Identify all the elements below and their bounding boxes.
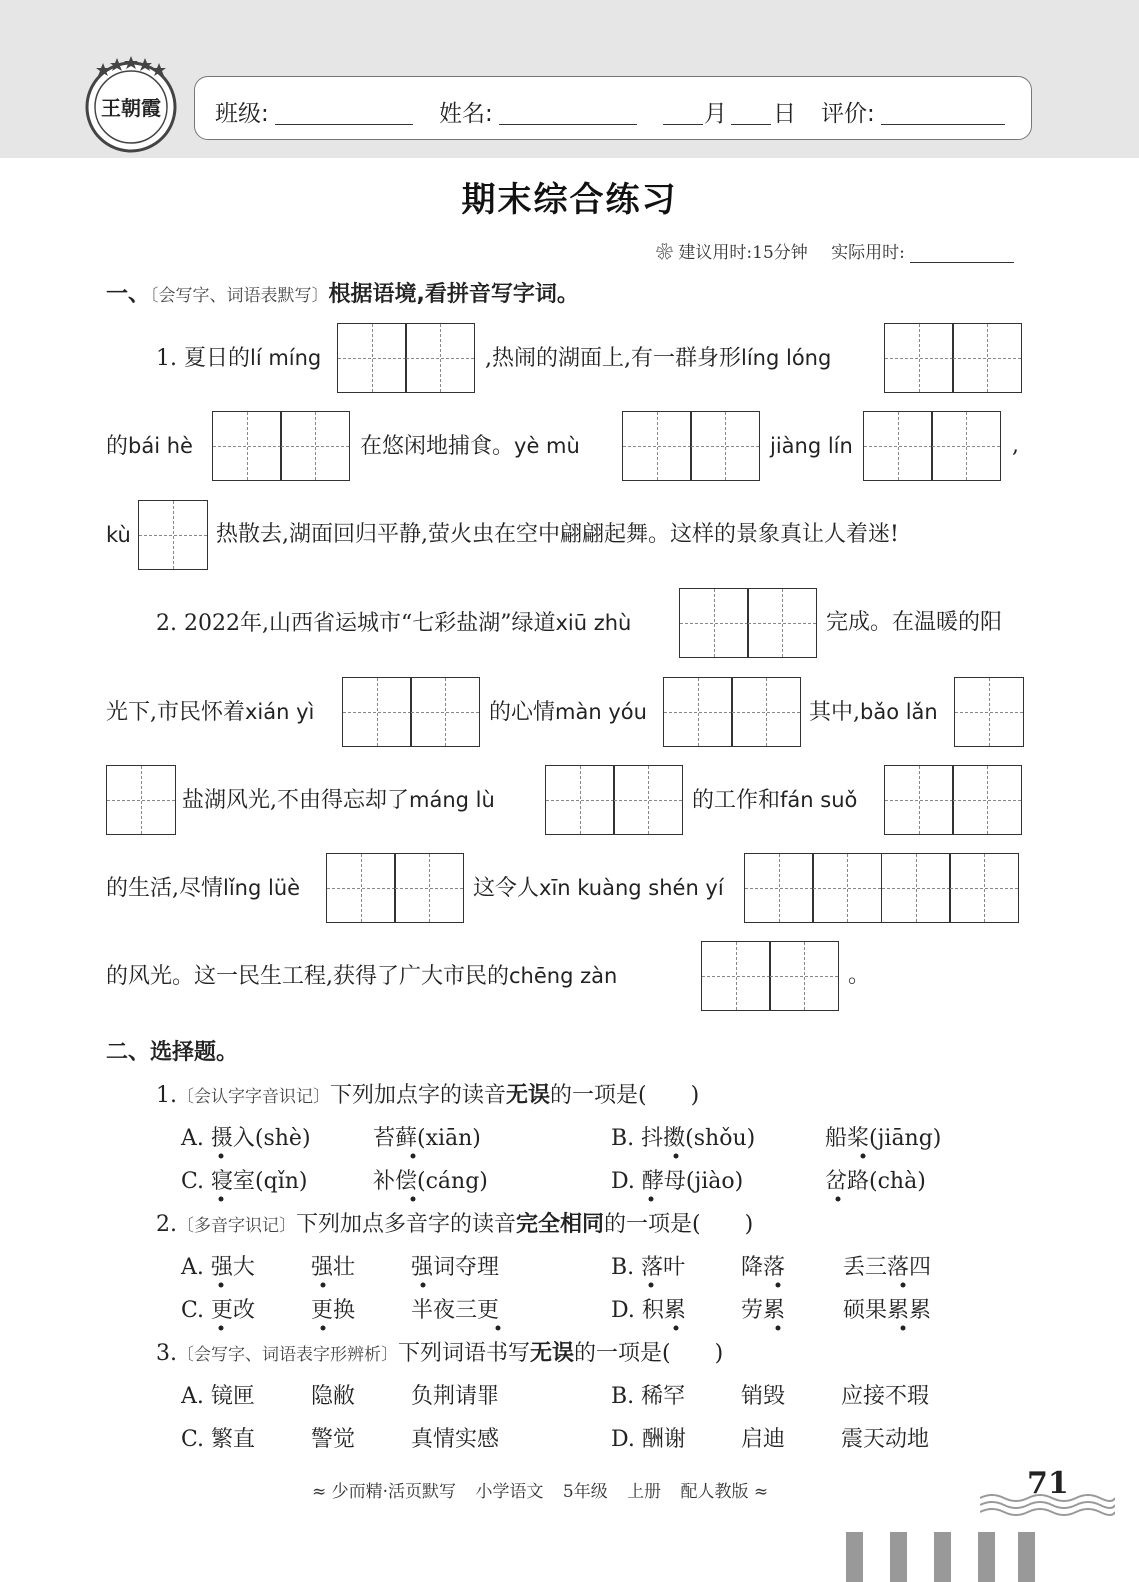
q1-line3-pinyin: kù	[106, 523, 131, 547]
q1-line2-comma: ,	[1012, 433, 1019, 458]
mc-q1-option-d[interactable]: D. 酵母(jiào)	[611, 1169, 744, 1194]
page-edge-marks	[846, 1532, 1036, 1582]
mc-q1-option-d-2: 岔路(chà)	[825, 1169, 926, 1194]
q1-line3a: 热散去,湖面回归平静,萤火虫在空中翩翩起舞。这样的景象真让人着迷!	[216, 522, 899, 547]
mc-q3-option-c-2: 警觉	[311, 1427, 356, 1452]
mc-q2-stem: 2.〔多音字识记〕下列加点多音字的读音完全相同的一项是( )	[156, 1212, 754, 1237]
mc-q3-option-b[interactable]: B. 稀罕	[611, 1384, 686, 1409]
q2-line3a: 盐湖风光,不由得忘却了máng lù	[182, 788, 495, 813]
suggested-time: 建议用时:15分钟	[678, 243, 808, 263]
mc-q2-option-b[interactable]: B. 落叶	[611, 1255, 686, 1280]
mc-q3-option-d[interactable]: D. 酬谢	[611, 1427, 686, 1452]
section2-heading: 二、选择题。	[106, 1040, 239, 1065]
wave-icon: ≈	[753, 1482, 769, 1502]
mc-q2-option-d[interactable]: D. 积累	[611, 1298, 686, 1323]
mc-q1-option-b[interactable]: B. 抖擞(shǒu)	[611, 1126, 756, 1151]
mc-q2-option-d-2: 劳累	[741, 1298, 786, 1323]
eval-label: 评价:	[821, 101, 875, 127]
mc-q2-option-a-3: 强词夺理	[411, 1255, 500, 1280]
mc-q3-option-c-3: 真情实感	[411, 1427, 500, 1452]
mc-q3-option-d-2: 启迪	[741, 1427, 786, 1452]
wave-icon: ≈	[312, 1482, 327, 1502]
mc-q2-option-c-3: 半夜三更	[411, 1298, 500, 1323]
mc-q2-option-a-2: 强壮	[311, 1255, 356, 1280]
q2-line5a: 的风光。这一民生工程,获得了广大市民的chēng zàn	[106, 964, 618, 989]
section1-heading: 一、〔会写字、词语表默写〕根据语境,看拼音写字词。	[106, 282, 579, 307]
mc-q3-option-b-2: 销毁	[741, 1384, 786, 1409]
q2-line5b: 。	[848, 963, 871, 988]
q1-line2b: 在悠闲地捕食。yè mù	[360, 434, 580, 459]
q2-line1a: 2. 2022年,山西省运城市“七彩盐湖”绿道xiū zhù	[156, 611, 632, 636]
q1-line2c: jiàng lín	[770, 434, 853, 458]
q1-line1b: ,热闹的湖面上,有一群身形líng lóng	[485, 346, 832, 371]
mc-q3-option-c[interactable]: C. 繁直	[181, 1427, 256, 1452]
month-label: 月	[704, 101, 727, 127]
mc-q1-option-a[interactable]: A. 摄入(shè)	[181, 1126, 311, 1151]
q2-line2a: 光下,市民怀着xián yì	[106, 700, 315, 725]
footer-line: ≈ 少而精·活页默写 小学语文 5年级 上册 配人教版 ≈	[312, 1482, 769, 1502]
mc-q2-option-c-2: 更换	[311, 1298, 356, 1323]
class-label: 班级:	[215, 101, 269, 127]
svg-text:王朝霞: 王朝霞	[101, 96, 161, 120]
q2-line2c: 其中,bǎo lǎn	[809, 700, 938, 725]
mc-q2-option-d-3: 硕果累累	[843, 1298, 932, 1323]
mc-q1-option-a-2: 苔藓(xiān)	[373, 1126, 481, 1151]
mc-q1-option-b-2: 船桨(jiāng)	[825, 1126, 942, 1151]
name-label: 姓名:	[439, 101, 493, 127]
mc-q3-option-b-3: 应接不瑕	[841, 1384, 930, 1409]
q2-line4a: 的生活,尽情lǐng lüè	[106, 876, 301, 901]
mc-q3-option-a-3: 负荆请罪	[411, 1384, 500, 1409]
mc-q2-option-c[interactable]: C. 更改	[181, 1298, 256, 1323]
q2-line4b: 这令人xīn kuàng shén yí	[473, 876, 724, 901]
page-title: 期末综合练习	[461, 180, 678, 220]
mc-q2-option-b-3: 丢三落四	[843, 1255, 932, 1280]
actual-time-label: 实际用时:	[831, 243, 905, 263]
q2-line2b: 的心情màn yóu	[489, 700, 647, 725]
mc-q1-option-c[interactable]: C. 寝室(qǐn)	[181, 1169, 308, 1194]
mc-q3-stem: 3.〔会写字、词语表字形辨析〕下列词语书写无误的一项是( )	[156, 1341, 724, 1366]
q1-line2a: 的bái hè	[106, 434, 193, 459]
mc-q3-option-a[interactable]: A. 镜匣	[181, 1384, 255, 1409]
mc-q3-option-d-3: 震天动地	[841, 1427, 930, 1452]
clock-icon: ❀	[656, 243, 673, 263]
q2-line1b: 完成。在温暖的阳	[826, 610, 1003, 635]
mc-q1-stem: 1.〔会认字字音识记〕下列加点字的读音无误的一项是( )	[156, 1083, 700, 1108]
wave-decoration-icon	[980, 1490, 1115, 1520]
mc-q1-option-c-2: 补偿(cáng)	[373, 1169, 488, 1194]
q2-line3b: 的工作和fán suǒ	[692, 788, 858, 813]
mc-q3-option-a-2: 隐敝	[311, 1384, 356, 1409]
day-label: 日	[773, 101, 796, 127]
q1-line1a: 1. 夏日的lí míng	[156, 346, 322, 371]
mc-q2-option-b-2: 降落	[741, 1255, 786, 1280]
mc-q2-option-a[interactable]: A. 强大	[181, 1255, 255, 1280]
page-number: 71	[1027, 1466, 1069, 1501]
